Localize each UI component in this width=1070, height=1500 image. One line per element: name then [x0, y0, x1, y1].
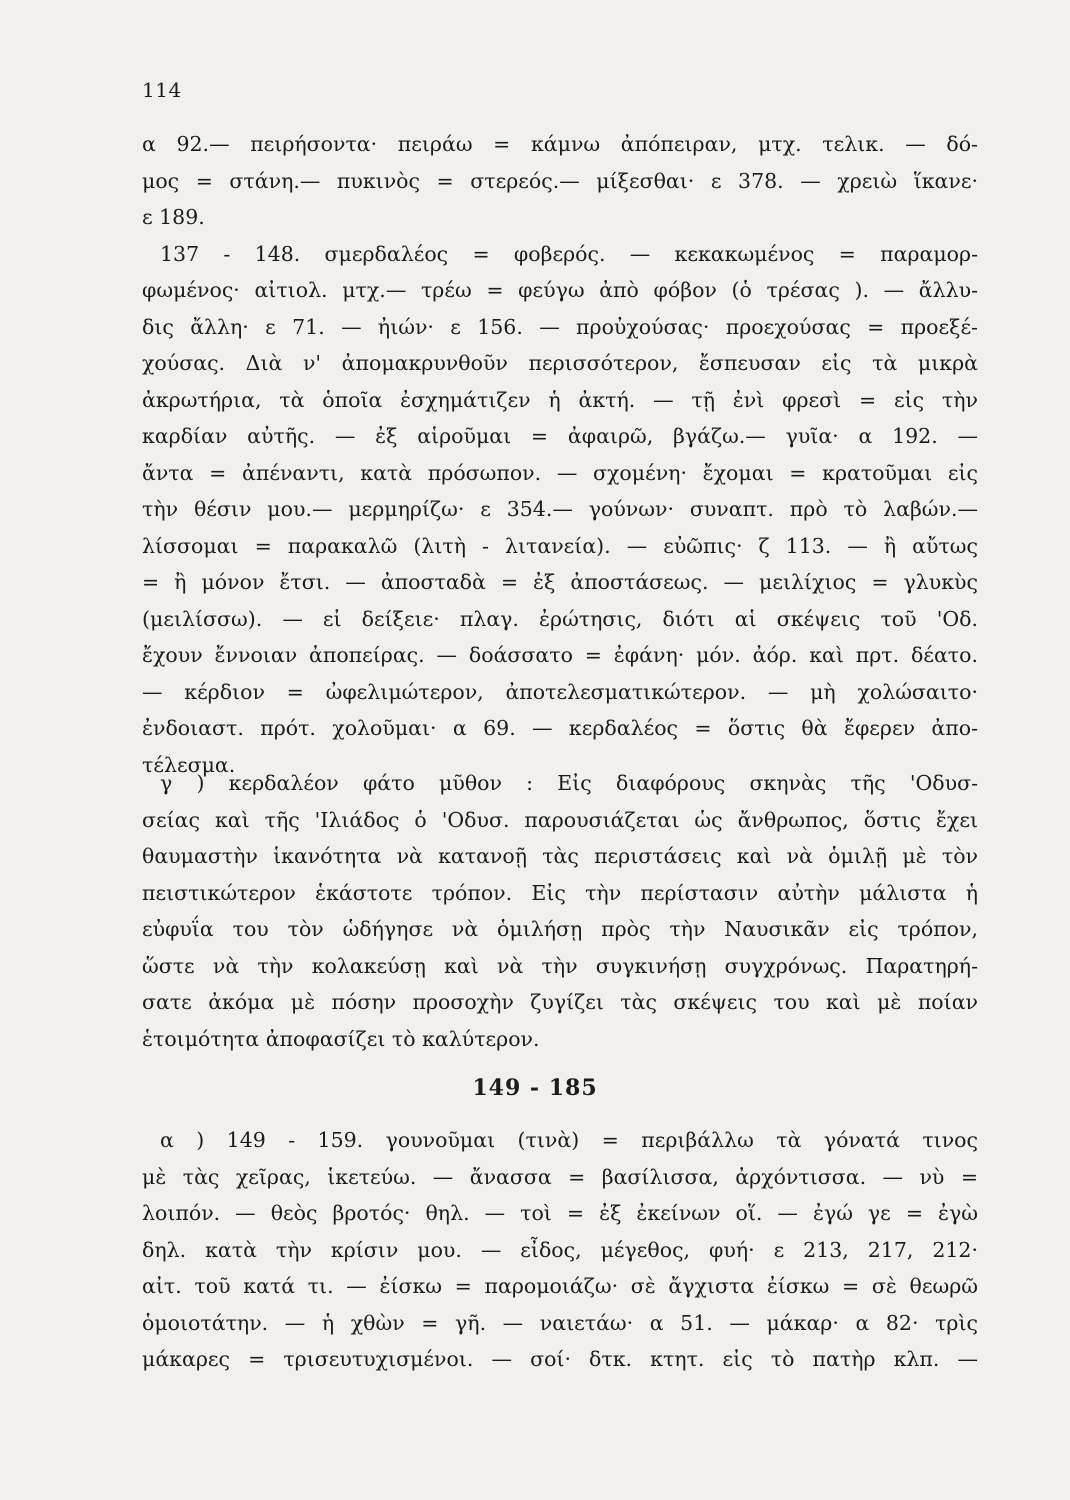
page-number: 114 — [142, 78, 182, 102]
text-line: τέλεσμα. — [142, 752, 236, 777]
section-heading: 149 - 185 — [472, 1075, 598, 1101]
text-line: σείας καὶ τῆς 'Ιλιάδος ὁ 'Οδυσ. παρουσιάζεται ὡς ἄνθρωπος, ὅστις ἔχει — [142, 807, 978, 832]
text-line: εὐφυΐα του τὸν ὡδήγησε νὰ ὁμιλήσῃ πρὸς τὴν Ναυσικᾶν εἰς τρόπον, — [142, 917, 978, 941]
text-line: θαυμαστὴν ἱκανότητα νὰ κατανοῇ τὰς περιστάσεις καὶ νὰ ὁμιλῇ μὲ τὸν — [142, 844, 978, 868]
text-line: καρδίαν αὐτῆς. — ἐξ αἱροῦμαι = ἀφαιρῶ, βγάζω.— γυῖα· α 192. — — [142, 424, 978, 448]
text-line: δις ἄλλη· ε 71. — ἠιών· ε 156. — προὐχούσας· προεχούσας = προεξέ- — [142, 314, 978, 339]
text-line: α ) 149 - 159. γουνοῦμαι (τινὰ) = περιβάλλω τὰ γόνατά τινος — [160, 1128, 978, 1152]
text-block-1 — [142, 126, 978, 783]
text-line: ε 189. — [142, 205, 205, 229]
text-line: μάκαρες = τρισευτυχισμένοι. — σοί· δτκ. κτητ. εἰς τὸ πατὴρ κλπ. — — [142, 1347, 978, 1371]
text-line: ἄντα = ἀπέναντι, κατὰ πρόσωπον. — σχομένη· ἔχομαι = κρατοῦμαι εἰς — [142, 460, 978, 485]
text-line: λοιπόν. — θεὸς βροτός· θηλ. — τοὶ = ἐξ ἐκείνων οἵ. — ἐγώ γε = ἐγὼ — [142, 1201, 978, 1225]
text-line: ἑτοιμότητα ἀποφασίζει τὸ καλύτερον. — [142, 1026, 540, 1051]
text-line: = ἢ μόνον ἔτσι. — ἀποσταδὰ = ἐξ ἀποστάσεως. — μειλίχιος = γλυκὺς — [142, 570, 978, 594]
text-line: λίσσομαι = παρακαλῶ (λιτὴ - λιτανεία). — εὐῶπις· ζ 113. — ἢ αὔτως — [142, 533, 978, 558]
text-line: τὴν θέσιν μου.— μερμηρίζω· ε 354.— γούνων· συναπτ. πρὸ τὸ λαβών.— — [142, 497, 978, 521]
text-block-3 — [142, 1122, 978, 1378]
text-line: αἰτ. τοῦ κατά τι. — ἐίσκω = παρομοιάζω· σὲ ἄγχιστα ἐίσκω = σὲ θεωρῶ — [142, 1274, 978, 1298]
text-block-2 — [142, 765, 978, 1057]
text-line: ἐνδοιαστ. πρότ. χολοῦμαι· α 69. — κερδαλέος = ὅστις θὰ ἔφερεν ἀπο- — [142, 716, 978, 740]
text-line: ἔχουν ἔννοιαν ἀποπείρας. — δοάσσατο = ἐφάνη· μόν. ἀόρ. καὶ πρτ. δέατο. — [142, 643, 978, 667]
text-line: ὥστε νὰ τὴν κολακεύσῃ καὶ νὰ τὴν συγκινήσῃ συγχρόνως. Παρατηρή- — [142, 953, 978, 978]
text-line: σατε ἀκόμα μὲ πόσην προσοχὴν ζυγίζει τὰς σκέψεις του καὶ μὲ ποίαν — [142, 990, 978, 1014]
text-line: χούσας. Διὰ ν' ἀπομακρυνθοῦν περισσότερον, ἔσπευσαν εἰς τὰ μικρὰ — [142, 351, 978, 375]
text-line: πειστικώτερον ἑκάστοτε τρόπον. Εἰς τὴν περίστασιν αὐτὴν μάλιστα ἡ — [142, 880, 978, 905]
text-line: 137 - 148. σμερδαλέος = φοβερός. — κεκακωμένος = παραμορ- — [160, 241, 978, 266]
text-line: δηλ. κατὰ τὴν κρίσιν μου. — εἶδος, μέγεθος, φυή· ε 213, 217, 212· — [142, 1237, 978, 1262]
text-line: γ ) κερδαλέον φάτο μῦθον : Εἰς διαφόρους σκηνὰς τῆς 'Οδυσ- — [160, 771, 978, 795]
text-line: α 92.— πειρήσοντα· πειράω = κάμνω ἀπόπειραν, μτχ. τελικ. — δό- — [142, 132, 978, 156]
text-line: μὲ τὰς χεῖρας, ἱκετεύω. — ἄνασσα = βασίλισσα, ἀρχόντισσα. — νὺ = — [142, 1164, 978, 1189]
text-line: — κέρδιον = ὠφελιμώτερον, ἀποτελεσματικώτερον. — μὴ χολώσαιτο· — [142, 679, 978, 704]
text-line: φωμένος· αἰτιολ. μτχ.— τρέω = φεύγω ἀπὸ φόβον (ὁ τρέσας ). — ἄλλυ- — [142, 278, 978, 302]
text-line: ἀκρωτήρια, τὰ ὁποῖα ἐσχημάτιζεν ἡ ἀκτή. — τῇ ἐνὶ φρεσὶ = εἰς τὴν — [142, 387, 978, 412]
text-line: μος = στάνη.— πυκινὸς = στερεός.— μίξεσθαι· ε 378. — χρειὼ ἵκανε· — [142, 168, 978, 193]
text-line: (μειλίσσω). — εἰ δείξειε· πλαγ. ἐρώτησις, διότι αἱ σκέψεις τοῦ 'Οδ. — [142, 606, 978, 631]
text-line: ὁμοιοτάτην. — ἡ χθὼν = γῆ. — ναιετάω· α 51. — μάκαρ· α 82· τρὶς — [142, 1310, 978, 1335]
